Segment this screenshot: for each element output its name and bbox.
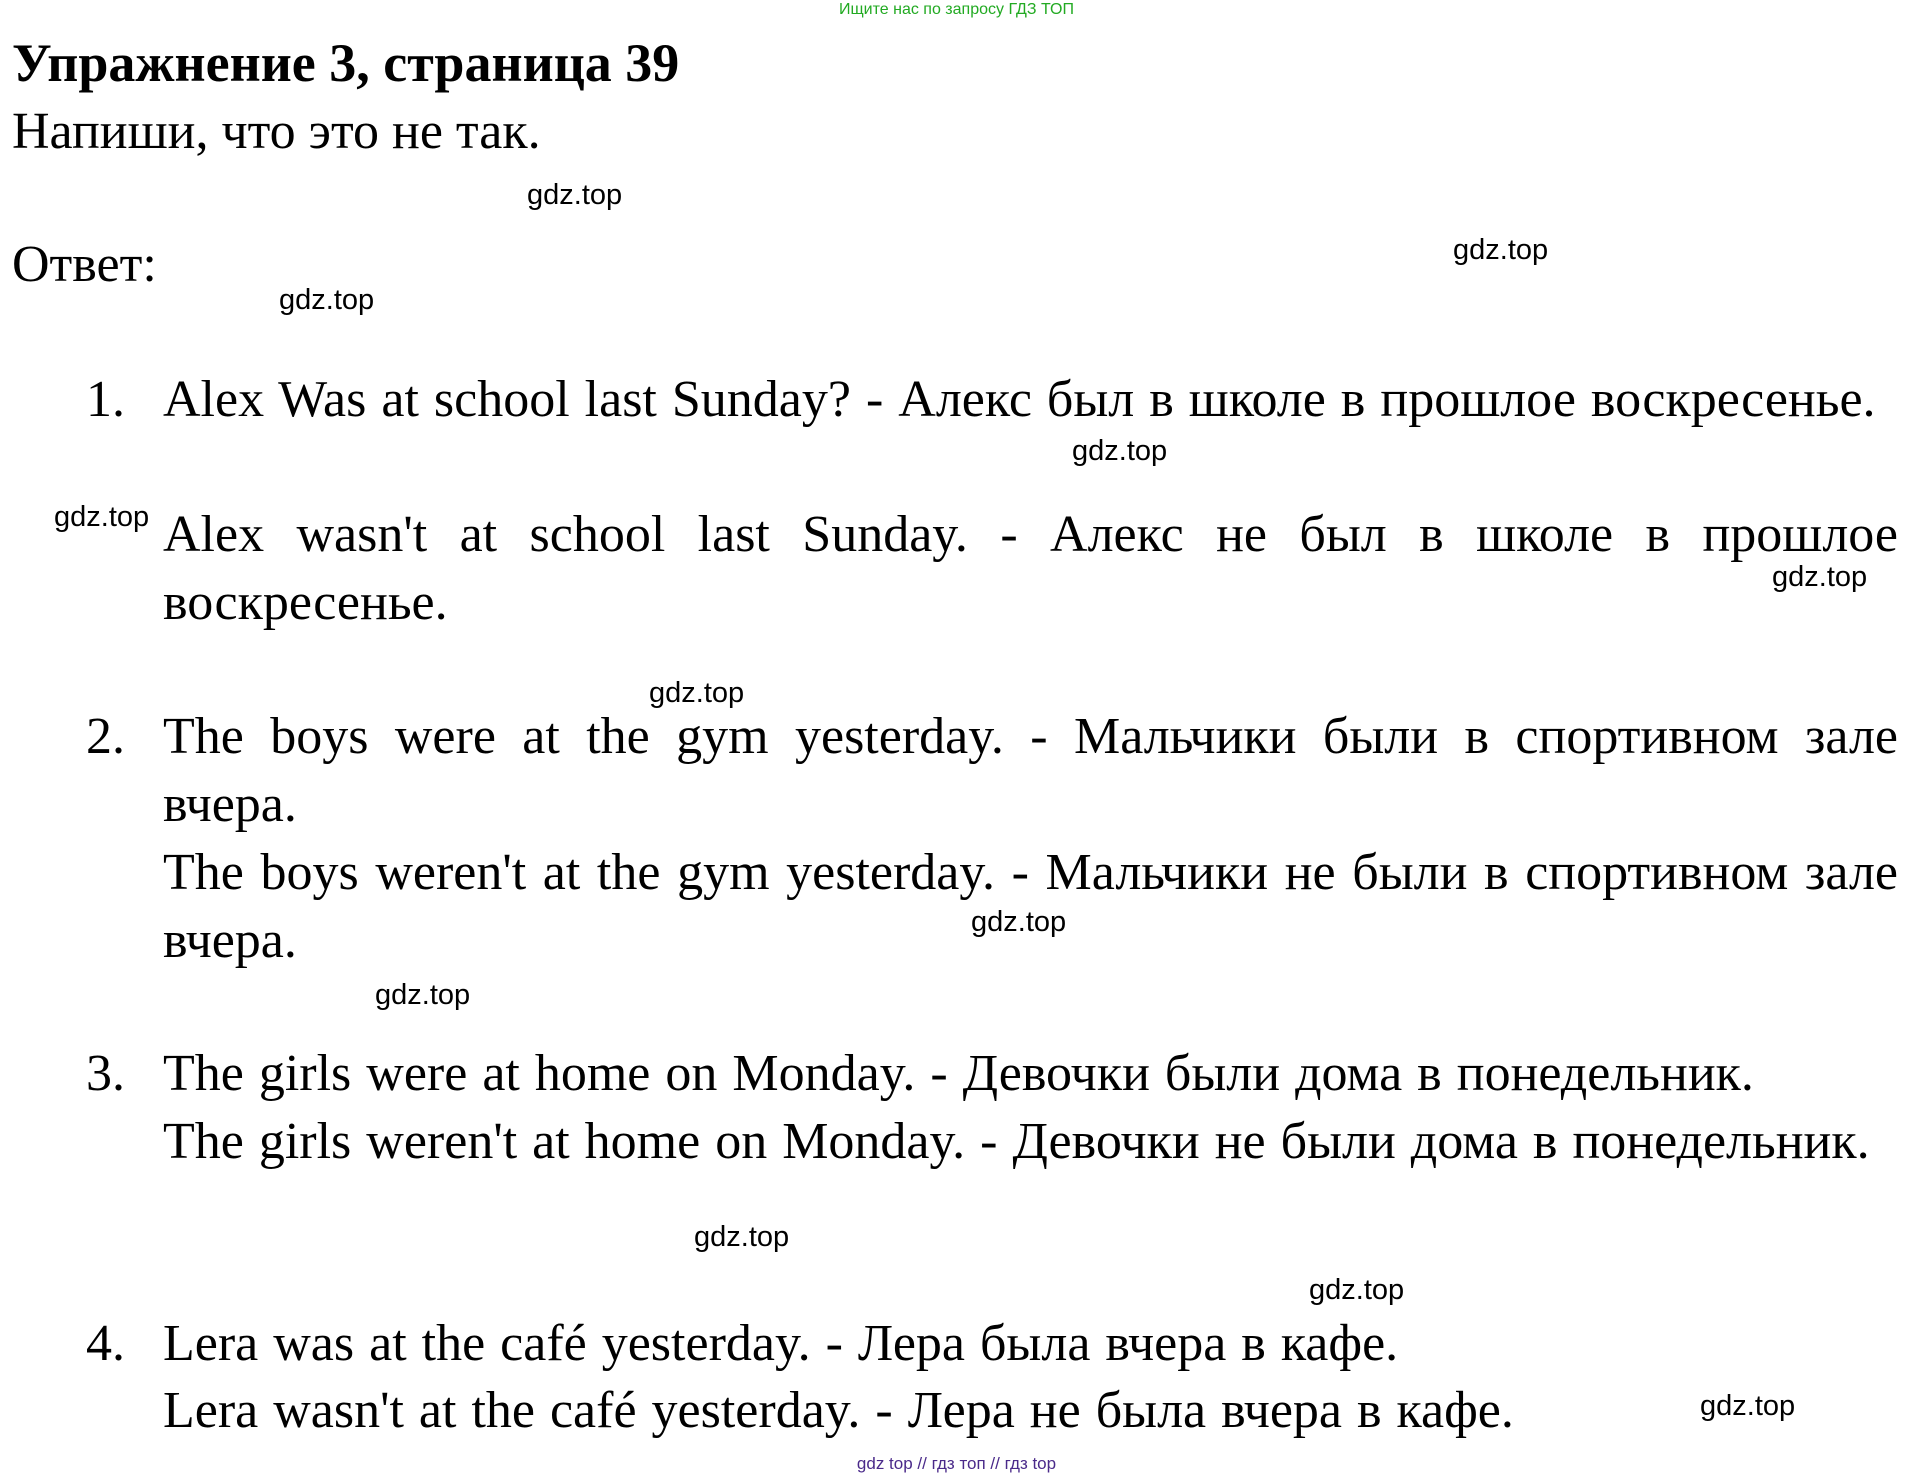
item-number-3: 3.	[86, 1045, 125, 1102]
item-4-question: Lera was at the café yesterday. - Лера была вчера в кафе.	[163, 1315, 1399, 1372]
watermark: gdz.top	[527, 179, 623, 211]
item-3-answer: The girls weren't at home on Monday. - Девочки не были дома в понедельник.	[163, 1113, 1870, 1170]
item-number-4: 4.	[86, 1315, 125, 1372]
watermark: gdz.top	[279, 284, 375, 316]
watermark: gdz.top	[1072, 435, 1168, 467]
item-1-question: Alex Was at school last Sunday? - Алекс был в школе в прошлое воскресенье.	[163, 371, 1876, 428]
watermark: gdz.top	[375, 979, 471, 1011]
watermark: gdz.top	[971, 906, 1067, 938]
watermark: gdz.top	[649, 677, 745, 709]
page-title: Упражнение 3, страница 39	[12, 33, 680, 93]
promo-bottom-text: gdz top // гдз топ // гдз top	[856, 1454, 1057, 1473]
item-number-1: 1.	[86, 371, 125, 428]
item-number-2: 2.	[86, 708, 125, 765]
watermark: gdz.top	[694, 1221, 790, 1253]
item-2-answer: The boys weren't at the gym yesterday. - Мальчики не были в спортивном зале вчера.	[163, 844, 1898, 969]
promo-top-text: Ищите нас по запросу ГДЗ ТОП	[839, 1, 1074, 18]
watermark: gdz.top	[1700, 1390, 1796, 1422]
item-3-question: The girls were at home on Monday. - Девочки были дома в понедельник.	[163, 1045, 1754, 1102]
watermark: gdz.top	[1772, 561, 1868, 593]
exercise-instruction: Напиши, что это не так.	[12, 103, 541, 160]
item-2-question: The boys were at the gym yesterday. - Мальчики были в спортивном зале вчера.	[163, 708, 1898, 833]
watermark: gdz.top	[1453, 234, 1549, 266]
item-4-answer: Lera wasn't at the café yesterday. - Лера не была вчера в кафе.	[163, 1382, 1514, 1439]
watermark: gdz.top	[54, 501, 150, 533]
watermark: gdz.top	[1309, 1274, 1405, 1306]
item-1-answer: Alex wasn't at school last Sunday. - Алекс не был в школе в прошлое воскресенье.	[163, 506, 1898, 631]
answer-label: Ответ:	[12, 236, 157, 293]
